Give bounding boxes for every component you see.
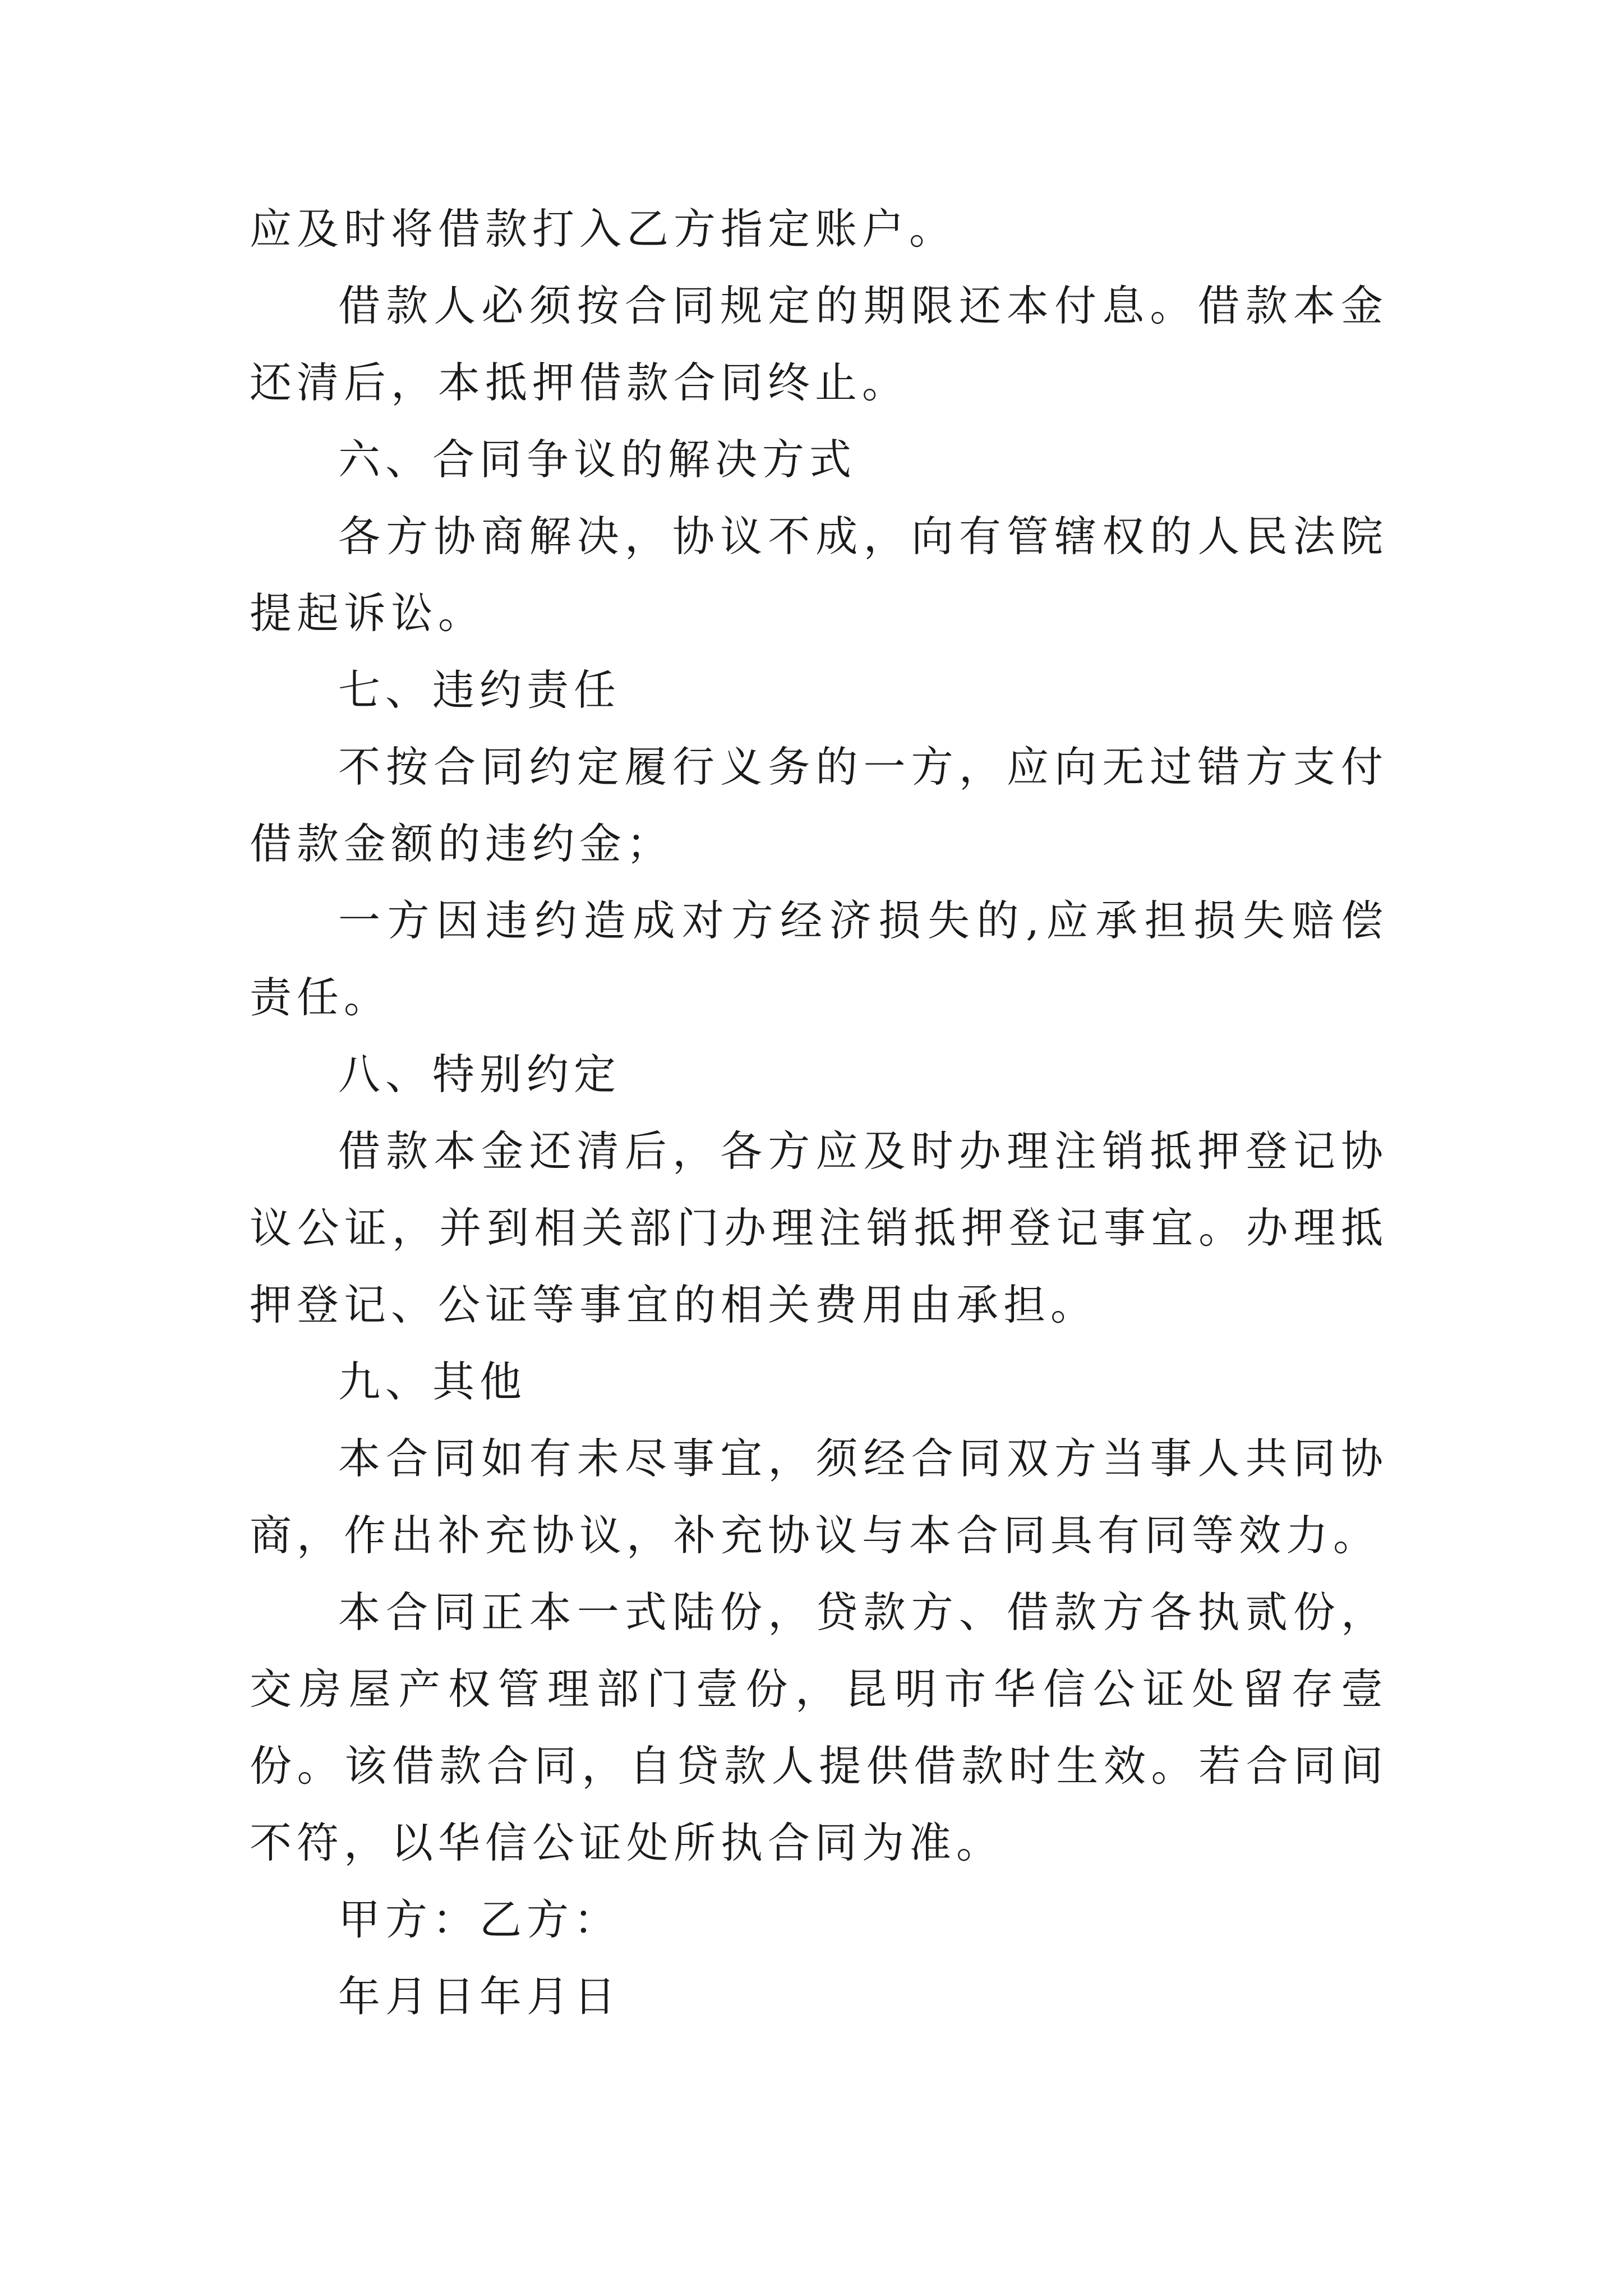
contract-body bbox=[250, 191, 1388, 2035]
paragraph-dispute: 各方协商解决，协议不成，向有管辖权的人民法院提起诉讼。 bbox=[250, 512, 1388, 638]
paragraph-repayment: 借款人必须按合同规定的期限还本付息。借款本金还清后，本抵押借款合同终止。 bbox=[250, 281, 1388, 407]
section-heading-special: 八、特别约定 bbox=[338, 1050, 621, 1099]
section-heading-dispute: 六、合同争议的解决方式 bbox=[338, 435, 857, 484]
paragraph-other-copies: 本合同正本一式陆份，贷款方、借款方各执贰份，交房屋产权管理部门壹份，昆明市华信公证处留存壹份。该借款合同，自贷款人提供借款时生效。若合同间不符，以华信公证处所执合同为准。 bbox=[250, 1588, 1388, 1867]
paragraph-transfer-account: 应及时将借款打入乙方指定账户。 bbox=[250, 204, 957, 254]
paragraph-special: 借款本金还清后，各方应及时办理注销抵押登记协议公证，并到相关部门办理注销抵押登记事宜。办理抵押登记、公证等事宜的相关费用由承担。 bbox=[250, 1126, 1388, 1329]
signature-dates: 年月日年月日 bbox=[338, 1972, 621, 2021]
paragraph-breach-penalty: 不按合同约定履行义务的一方，应向无过错方支付借款金额的违约金； bbox=[250, 742, 1388, 868]
paragraph-other-supplement: 本合同如有未尽事宜，须经合同双方当事人共同协商，作出补充协议，补充协议与本合同具有同等效力。 bbox=[250, 1434, 1388, 1560]
signature-parties: 甲方：乙方： bbox=[338, 1895, 621, 1944]
section-heading-breach: 七、违约责任 bbox=[338, 665, 621, 715]
section-heading-other: 九、其他 bbox=[338, 1357, 527, 1406]
paragraph-breach-damages: 一方因违约造成对方经济损失的,应承担损失赔偿责任。 bbox=[250, 896, 1388, 1022]
